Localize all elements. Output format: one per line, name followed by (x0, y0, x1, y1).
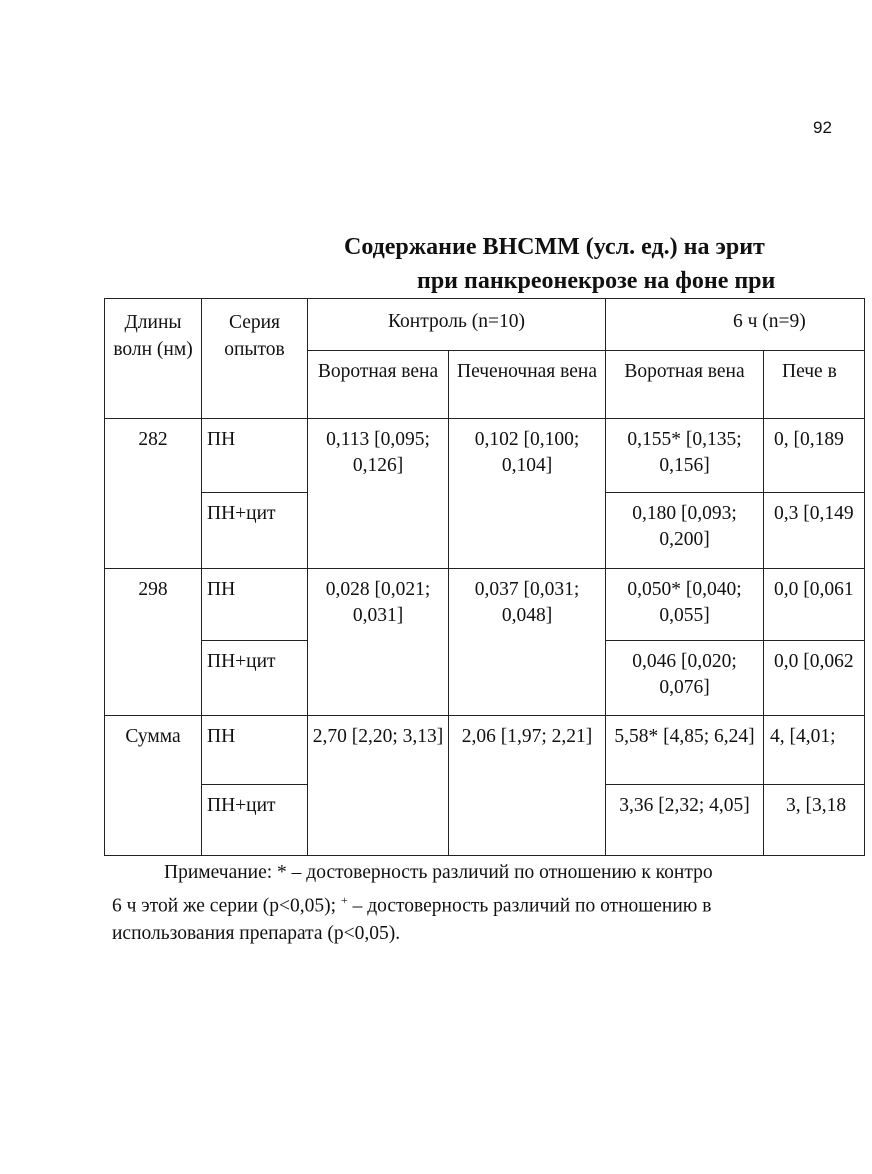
h6-hepatic-cell: 0,3 [0,149 (764, 493, 865, 569)
note-line-2-start: 6 ч этой же серии (р<0,05); (112, 895, 341, 916)
series-cell: ПН+цит (202, 493, 308, 569)
note-plus-superscript: + (340, 892, 348, 907)
header-wavelength: Длины волн (нм) (105, 299, 202, 419)
table-row (105, 716, 865, 785)
h6-hepatic-cell: 3, [3,18 (764, 785, 865, 856)
series-cell: ПН (202, 716, 308, 785)
table-row (105, 419, 865, 493)
header-6h-hepatic-vein: Пече в (764, 351, 865, 419)
h6-portal-cell: 0,155* [0,135; 0,156] (606, 419, 764, 493)
wavelength-cell: 298 (105, 569, 202, 716)
data-table (104, 298, 865, 856)
h6-hepatic-cell: 0, [0,189 (764, 419, 865, 493)
h6-portal-cell: 5,58* [4,85; 6,24] (606, 716, 764, 785)
note-line-3: использования препарата (р<0,05). (112, 922, 401, 944)
control-hepatic-cell: 2,06 [1,97; 2,21] (449, 716, 606, 856)
page-number: 92 (813, 118, 832, 137)
note-line-2 (112, 887, 872, 920)
control-hepatic-cell: 0,037 [0,031; 0,048] (449, 569, 606, 716)
h6-portal-cell: 0,180 [0,093; 0,200] (606, 493, 764, 569)
h6-hepatic-cell: 4, [4,01; (764, 716, 865, 785)
h6-hepatic-cell: 0,0 [0,062 (764, 641, 865, 716)
h6-hepatic-cell: 0,0 [0,061 (764, 569, 865, 641)
series-cell: ПН (202, 569, 308, 641)
header-6h: 6 ч (n=9) (606, 299, 865, 351)
control-hepatic-cell: 0,102 [0,100; 0,104] (449, 419, 606, 569)
table-title-line-1: Содержание ВНСММ (усл. ед.) на эрит (344, 234, 765, 260)
control-portal-cell: 2,70 [2,20; 3,13] (308, 716, 449, 856)
table-note (112, 859, 872, 947)
control-portal-cell: 0,113 [0,095; 0,126] (308, 419, 449, 569)
h6-portal-cell: 3,36 [2,32; 4,05] (606, 785, 764, 856)
wavelength-cell: Сумма (105, 716, 202, 856)
wavelength-cell: 282 (105, 419, 202, 569)
h6-portal-cell: 0,046 [0,020; 0,076] (606, 641, 764, 716)
header-row-1 (105, 299, 865, 351)
header-control-hepatic-vein: Печеночная вена (449, 351, 606, 419)
note-line-2-end: – достоверность различий по отношению в (347, 895, 712, 916)
note-line-1: Примечание: * – достоверность различий по отношению к контро (164, 862, 713, 883)
control-portal-cell: 0,028 [0,021; 0,031] (308, 569, 449, 716)
header-control: Контроль (n=10) (308, 299, 606, 351)
table-row (105, 569, 865, 641)
series-cell: ПН (202, 419, 308, 493)
header-series: Серия опытов (202, 299, 308, 419)
h6-portal-cell: 0,050* [0,040; 0,055] (606, 569, 764, 641)
series-cell: ПН+цит (202, 641, 308, 716)
series-cell: ПН+цит (202, 785, 308, 856)
header-6h-portal-vein: Воротная вена (606, 351, 764, 419)
header-control-portal-vein: Воротная вена (308, 351, 449, 419)
table-title-line-2: при панкреонекрозе на фоне при (417, 268, 776, 294)
